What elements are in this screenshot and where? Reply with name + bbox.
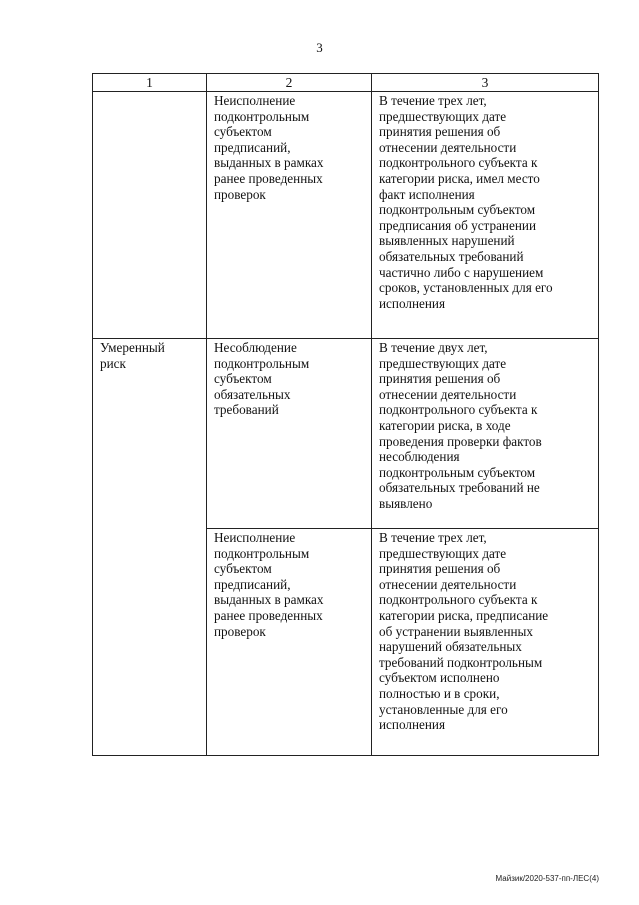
criterion-text: Неисполнение подконтрольным субъектом предписаний, выданных в рамках ранее проведенных проверок (214, 93, 324, 202)
header-cell-3: 3 (372, 74, 599, 92)
condition-text: В течение трех лет, предшествующих дате принятия решения об отнесении деятельности подконтрольного субъекта к категории риска, предписание об устранении выявленных нарушений обязательных требований подконтрольным субъектом исполнено полностью и в сроки, установленные для его исполнения (379, 530, 549, 733)
header-cell-1: 1 (93, 74, 207, 92)
risk-category-cell (93, 339, 207, 756)
table-row (93, 92, 599, 339)
document-footer-code: Майзик/2020-537-пп-ЛЕС(4) (495, 874, 599, 883)
criterion-text: Несоблюдение подконтрольным субъектом обязательных требований (214, 340, 310, 418)
risk-category-text: Умеренный риск (100, 340, 165, 371)
criterion-cell (207, 92, 372, 339)
risk-criteria-table (92, 73, 599, 756)
condition-cell (372, 339, 599, 529)
criterion-cell (207, 529, 372, 756)
condition-text: В течение трех лет, предшествующих дате принятия решения об отнесении деятельности подконтрольного субъекта к категории риска, имел место факт исполнения подконтрольным субъектом предписания об устранении выявленных нарушений обязательных требований частично либо с нарушением сроков, установленных для его исполнения (379, 93, 553, 311)
criterion-text: Неисполнение подконтрольным субъектом предписаний, выданных в рамках ранее проведенных проверок (214, 530, 324, 639)
table-header-row (93, 74, 599, 92)
condition-cell (372, 529, 599, 756)
page-number: 3 (316, 40, 323, 55)
criterion-cell (207, 339, 372, 529)
condition-cell (372, 92, 599, 339)
condition-text: В течение двух лет, предшествующих дате принятия решения об отнесении деятельности подконтрольного субъекта к категории риска, в ходе проведения проверки фактов несоблюдения подконтрольным субъектом обязательных требований не выявлено (379, 340, 542, 511)
table-row (93, 339, 599, 529)
risk-category-cell-empty (93, 92, 207, 339)
header-cell-2: 2 (207, 74, 372, 92)
